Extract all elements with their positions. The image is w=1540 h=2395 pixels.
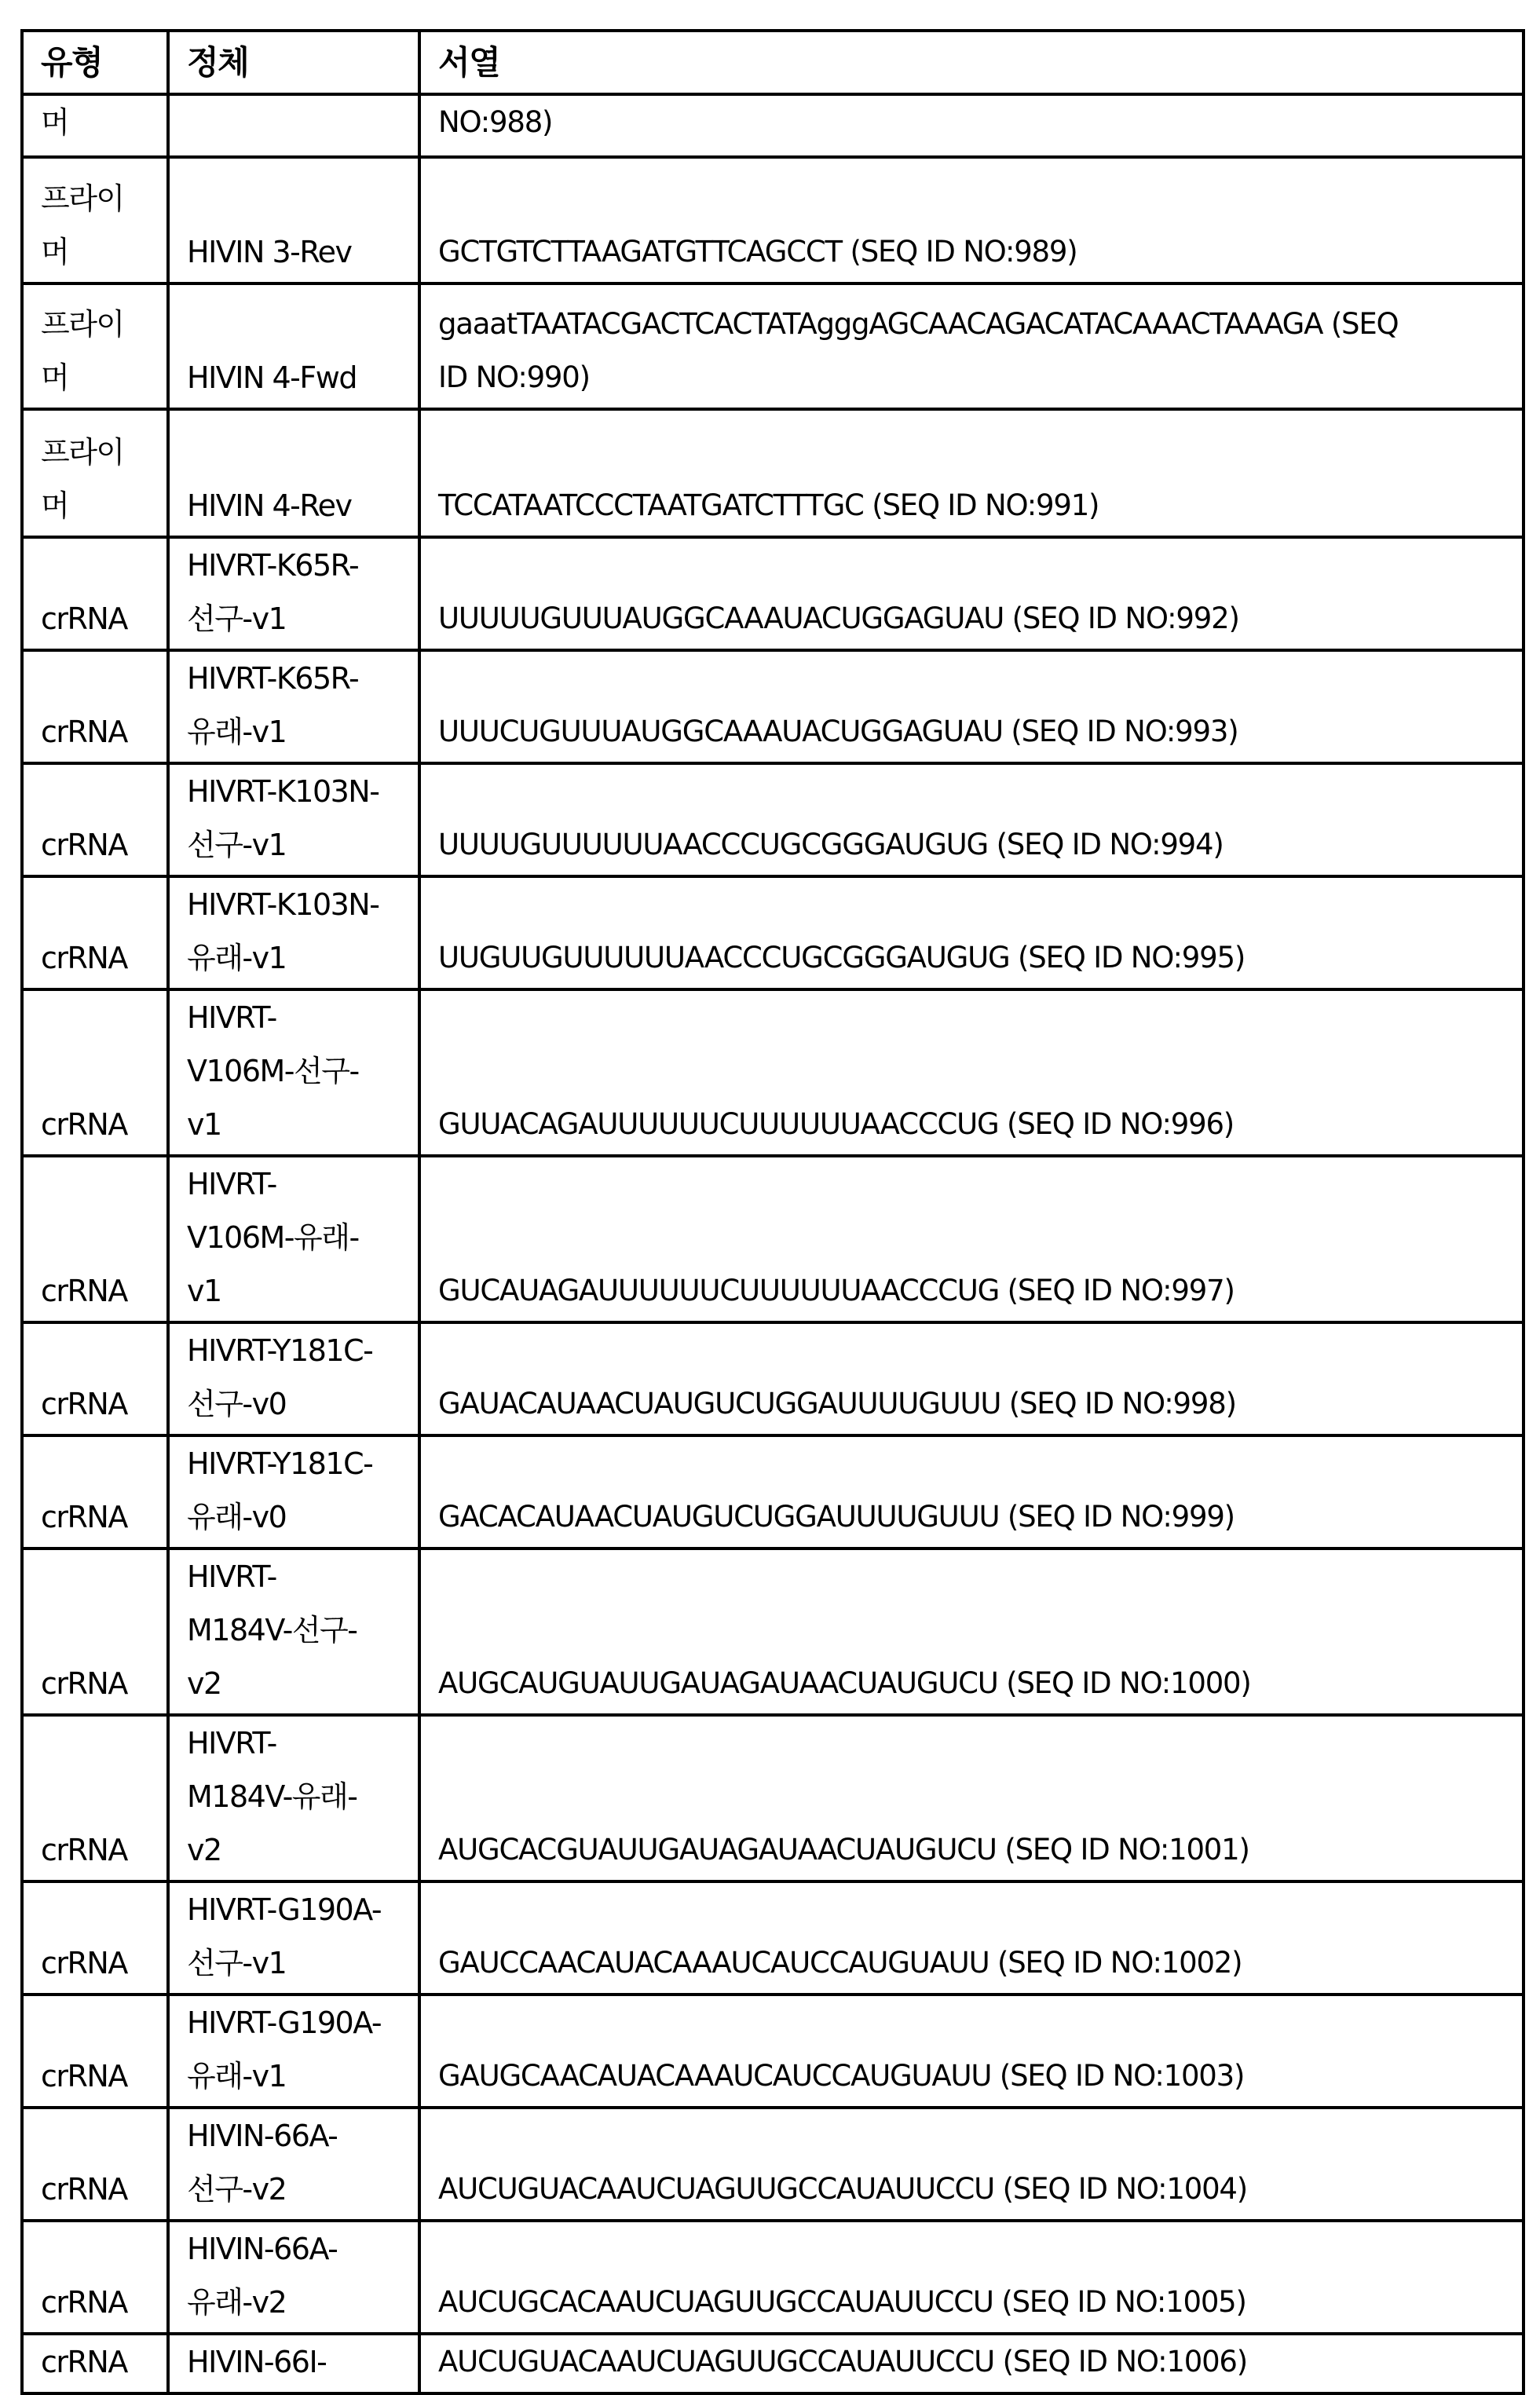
cell-identity: HIVRT-G190A- 선구-v1 [168, 1881, 419, 1995]
cell-identity: HIVRT-K103N- 유래-v1 [168, 876, 419, 989]
cell-type: crRNA [22, 1549, 168, 1715]
table-row [22, 537, 1524, 650]
cell-sequence: AUGCAUGUAUUGAUAGAUAACUAUGUCU (SEQ ID NO:1000) [419, 1549, 1524, 1715]
cell-type: 프라이 머 [22, 409, 168, 537]
cell-sequence: GAUCCAACAUACAAAUCAUCCAUGUAUU (SEQ ID NO:1002) [419, 1881, 1524, 1995]
cell-identity: HIVIN 4-Rev [168, 409, 419, 537]
table-row [22, 1549, 1524, 1715]
cell-identity: HIVRT- M184V-유래- v2 [168, 1715, 419, 1881]
cell-sequence: UUUUUGUUUAUGGCAAAUACUGGAGUAU (SEQ ID NO:992) [419, 537, 1524, 650]
cell-sequence: AUGCACGUAUUGAUAGAUAACUAUGUCU (SEQ ID NO:1001) [419, 1715, 1524, 1881]
cell-sequence: GCTGTCTTAAGATGTTCAGCCT (SEQ ID NO:989) [419, 157, 1524, 283]
cell-type: crRNA [22, 763, 168, 876]
cell-sequence: TCCATAATCCCTAATGATCTTTGC (SEQ ID NO:991) [419, 409, 1524, 537]
cell-sequence: AUCUGCACAAUCUAGUUGCCAUAUUCCU (SEQ ID NO:1005) [419, 2221, 1524, 2334]
cell-identity: HIVRT-Y181C- 유래-v0 [168, 1435, 419, 1549]
column-header-type: 유형 [22, 31, 168, 94]
cell-sequence: AUCUGUACAAUCUAGUUGCCAUAUUCCU (SEQ ID NO:1004) [419, 2108, 1524, 2221]
cell-type: crRNA [22, 1715, 168, 1881]
table-row [22, 1322, 1524, 1435]
cell-sequence: GUCAUAGAUUUUUUCUUUUUUAACCCUG (SEQ ID NO:997) [419, 1156, 1524, 1322]
cell-sequence: UUUCUGUUUAUGGCAAAUACUGGAGUAU (SEQ ID NO:993) [419, 650, 1524, 763]
table-header [22, 31, 1524, 94]
cell-identity: HIVRT-K103N- 선구-v1 [168, 763, 419, 876]
cell-identity: HIVRT- M184V-선구- v2 [168, 1549, 419, 1715]
cell-identity: HIVIN 3-Rev [168, 157, 419, 283]
cell-identity [168, 94, 419, 157]
table-row [22, 1715, 1524, 1881]
cell-type: crRNA [22, 989, 168, 1156]
sequence-table [20, 29, 1525, 2395]
cell-type: crRNA [22, 1881, 168, 1995]
table-row [22, 409, 1524, 537]
cell-identity: HIVRT-Y181C- 선구-v0 [168, 1322, 419, 1435]
cell-type: crRNA [22, 1995, 168, 2108]
cell-identity: HIVRT- V106M-선구- v1 [168, 989, 419, 1156]
cell-identity: HIVIN-66A- 선구-v2 [168, 2108, 419, 2221]
table-row [22, 94, 1524, 157]
cell-sequence: UUGUUGUUUUUUAACCCUGCGGGAUGUG (SEQ ID NO:995) [419, 876, 1524, 989]
cell-type: crRNA [22, 1322, 168, 1435]
table-row [22, 650, 1524, 763]
table-row [22, 2221, 1524, 2334]
cell-identity: HIVRT-G190A- 유래-v1 [168, 1995, 419, 2108]
cell-type: crRNA [22, 1156, 168, 1322]
cell-type: 프라이 머 [22, 283, 168, 409]
cell-identity: HIVRT-K65R- 유래-v1 [168, 650, 419, 763]
cell-type: crRNA [22, 2334, 168, 2393]
cell-type: 머 [22, 94, 168, 157]
table-row [22, 876, 1524, 989]
cell-sequence: GAUACAUAACUAUGUCUGGAUUUUGUUU (SEQ ID NO:998) [419, 1322, 1524, 1435]
table-body [22, 94, 1524, 2393]
table-row [22, 1881, 1524, 1995]
cell-type: crRNA [22, 537, 168, 650]
cell-type: crRNA [22, 650, 168, 763]
cell-sequence: UUUUGUUUUUUAACCCUGCGGGAUGUG (SEQ ID NO:994) [419, 763, 1524, 876]
cell-sequence: GUUACAGAUUUUUUCUUUUUUAACCCUG (SEQ ID NO:996) [419, 989, 1524, 1156]
cell-identity: HIVRT- V106M-유래- v1 [168, 1156, 419, 1322]
table-row [22, 157, 1524, 283]
cell-type: crRNA [22, 1435, 168, 1549]
cell-identity: HIVIN 4-Fwd [168, 283, 419, 409]
header-row [22, 31, 1524, 94]
table-row [22, 1435, 1524, 1549]
table-row [22, 1156, 1524, 1322]
table-row [22, 283, 1524, 409]
cell-identity: HIVRT-K65R- 선구-v1 [168, 537, 419, 650]
cell-type: crRNA [22, 2221, 168, 2334]
table-row [22, 1995, 1524, 2108]
column-header-identity: 정체 [168, 31, 419, 94]
cell-sequence: gaaatTAATACGACTCACTATAgggAGCAACAGACATACAAACTAAAGA (SEQ ID NO:990) [419, 283, 1524, 409]
cell-type: crRNA [22, 2108, 168, 2221]
cell-identity: HIVIN-66I- [168, 2334, 419, 2393]
cell-sequence: AUCUGUACAAUCUAGUUGCCAUAUUCCU (SEQ ID NO:1006) [419, 2334, 1524, 2393]
cell-sequence: GAUGCAACAUACAAAUCAUCCAUGUAUU (SEQ ID NO:1003) [419, 1995, 1524, 2108]
table-row [22, 2108, 1524, 2221]
cell-sequence: GACACAUAACUAUGUCUGGAUUUUGUUU (SEQ ID NO:999) [419, 1435, 1524, 1549]
table-row [22, 763, 1524, 876]
table-row [22, 2334, 1524, 2393]
table-row [22, 989, 1524, 1156]
cell-identity: HIVIN-66A- 유래-v2 [168, 2221, 419, 2334]
cell-sequence: NO:988) [419, 94, 1524, 157]
column-header-sequence: 서열 [419, 31, 1524, 94]
cell-type: 프라이 머 [22, 157, 168, 283]
cell-type: crRNA [22, 876, 168, 989]
